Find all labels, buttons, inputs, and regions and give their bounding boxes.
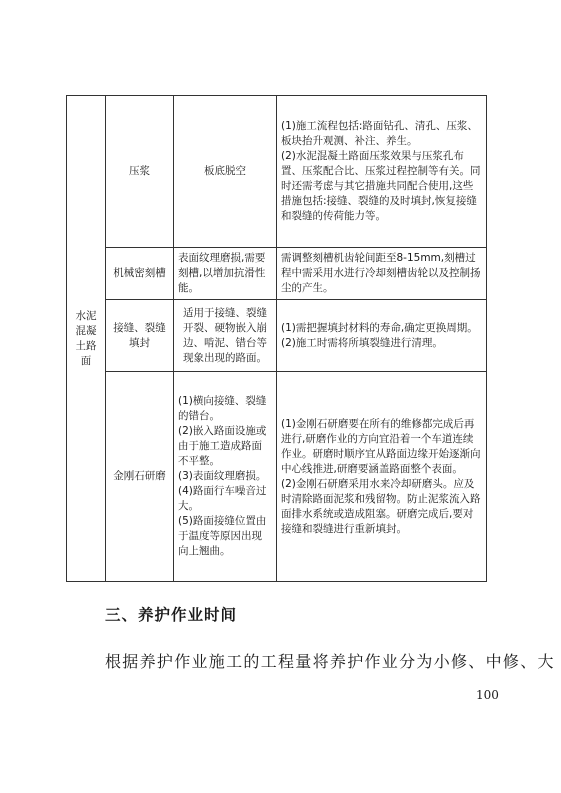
method-cell: 压浆 [106,96,174,248]
note-line: (2)施工时需将所填裂缝进行清理。 [281,336,443,349]
method-cell: 金刚石研磨 [106,372,174,582]
body-paragraph: 根据养护作业施工的工程量将养护作业分为小修、中修、大 [105,652,555,671]
description-line: 适用于接缝、裂缝开裂、硬物嵌入崩边、啃泥、错台等现象出现的路面。 [183,306,267,364]
note-line: (1)需把握填封材料的寿命,确定更换周期。 [281,321,478,334]
maintenance-table [66,95,487,582]
note-line: 需调整刻槽机齿轮间距至8-15mm,刻槽过程中需采用水进行冷却刻槽齿轮以及控制扬尘的产生。 [281,252,481,294]
note-line: (2)金刚石研磨采用水来冷却研磨头。应及时清除路面泥浆和残留物。防止泥浆流入路面排水系统或造成阻塞。研磨完成后,要对接缝和裂缝进行重新填封。 [281,477,481,535]
page-number: 100 [476,688,499,702]
description-cell [174,372,277,582]
method-cell: 接缝、裂缝填封 [106,300,174,372]
description-line: (4)路面行车噪音过大。 [178,485,267,512]
note-line: (1)金刚石研磨要在所有的维修都完成后再进行,研磨作业的方向宜沿着一个车道连续作业。研磨时顺序宜从路面边缘开始逐渐向中心线推进,研磨要涵盖路面整个表面。 [281,417,481,475]
notes-cell [277,300,487,372]
section-heading: 三、养护作业时间 [105,606,238,624]
table-row [67,300,487,372]
table-row [67,248,487,300]
description-line: (1)横向接缝、裂缝的错台。 [178,395,267,422]
description-line: 表面纹理磨损,需要刻槽,以增加抗滑性能。 [178,252,266,294]
description-cell [174,96,277,248]
notes-cell [277,96,487,248]
method-cell: 机械密刻槽 [106,248,174,300]
category-cell: 水泥混凝土路面 [67,96,106,582]
note-line: (1)施工流程包括:路面钻孔、清孔、压浆、板块抬升观测、补注、养生。 [281,120,478,147]
description-cell [174,248,277,300]
description-line: (3)表面纹理磨损。 [178,470,267,482]
description-line: (5)路面接缝位置由于温度等原因出现向上翘曲。 [178,515,267,557]
description-line: (2)嵌入路面设施或由于施工造成路面不平整。 [178,425,267,467]
notes-cell [277,248,487,300]
note-line: (2)水泥混凝土路面压浆效果与压浆孔布置、压浆配合比、压浆过程控制等有关。同时还需考虑与其它措施共同配合使用,这些措施包括:接缝、裂缝的及时填封,恢复接缝和裂缝的传荷能力等。 [281,150,481,222]
description-line: 板底脱空 [204,165,246,177]
description-cell [174,300,277,372]
notes-cell [277,372,487,582]
table-row [67,372,487,582]
table-row [67,96,487,248]
